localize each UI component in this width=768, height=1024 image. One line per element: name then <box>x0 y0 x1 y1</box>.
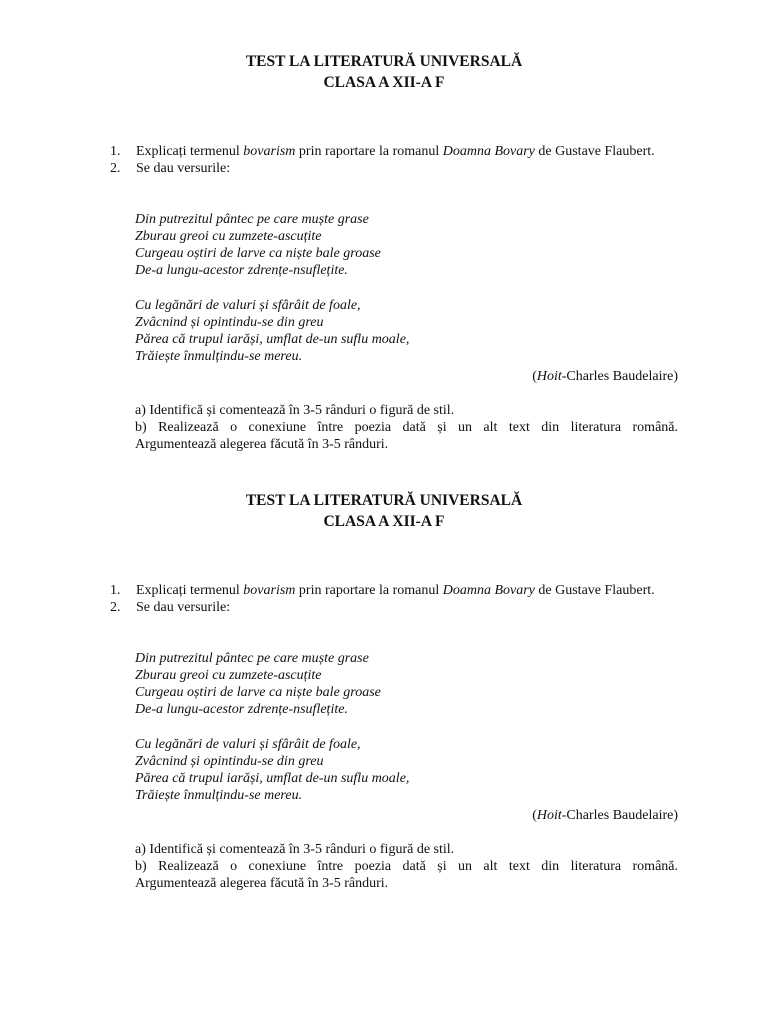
question-2-text: Se dau versurile: <box>136 161 231 176</box>
poem-stanza-1 <box>135 650 678 718</box>
verse-line: Părea că trupul iarăși, umflat de-un suflu moale, <box>135 332 410 347</box>
task-b-line-2: Argumentează alegerea făcută în 3-5 rânduri. <box>135 876 389 891</box>
verse-line: Zvâcnind și opintindu-se din greu <box>135 754 324 769</box>
task-a: a) Identifică și comentează în 3-5 rânduri o figură de stil. <box>135 842 455 857</box>
verse-line: Trăiește înmulțindu-se mereu. <box>135 349 303 364</box>
question-1 <box>110 143 678 160</box>
task-a: a) Identifică și comentează în 3-5 rânduri o figură de stil. <box>135 403 455 418</box>
test-sheet-2 <box>0 490 768 891</box>
question-number: 2. <box>110 600 121 615</box>
question-2 <box>110 599 678 616</box>
task-b-line-1: b) Realizează o conexiune între poezia dată și un alt text din literatura română. <box>135 859 678 874</box>
verse-line: Curgeau oștiri de larve ca niște bale groase <box>135 246 381 261</box>
question-list <box>110 582 678 616</box>
question-number: 1. <box>110 583 121 598</box>
verse-line: De-a lungu-acestor zdrențe-nsuflețite. <box>135 702 348 717</box>
poem-attribution: (Hoit-Charles Baudelaire) <box>532 369 678 384</box>
question-number: 2. <box>110 161 121 176</box>
verse-line: Zburau greoi cu zumzete-ascuțite <box>135 229 322 244</box>
task-b-line-2: Argumentează alegerea făcută în 3-5 rânduri. <box>135 437 389 452</box>
question-list <box>110 143 678 177</box>
question-1-text: Explicați termenul bovarism prin raportare la romanul Doamna Bovary de Gustave Flaubert. <box>136 583 655 598</box>
verse-line: Cu legănări de valuri și sfârâit de foale, <box>135 298 361 313</box>
question-2 <box>110 160 678 177</box>
verse-line: Zburau greoi cu zumzete-ascuțite <box>135 668 322 683</box>
question-2-text: Se dau versurile: <box>136 600 231 615</box>
verse-line: De-a lungu-acestor zdrențe-nsuflețite. <box>135 263 348 278</box>
poem-stanza-2 <box>135 736 678 804</box>
question-number: 1. <box>110 144 121 159</box>
test-sheet-1 <box>0 51 768 452</box>
task-b-line-1: b) Realizează o conexiune între poezia dată și un alt text din literatura română. <box>135 420 678 435</box>
poem-attribution: (Hoit-Charles Baudelaire) <box>532 808 678 823</box>
poem-stanza-2 <box>135 297 678 365</box>
verse-line: Zvâcnind și opintindu-se din greu <box>135 315 324 330</box>
verse-line: Din putrezitul pântec pe care muște grase <box>135 212 369 227</box>
task-list <box>135 841 678 892</box>
poem-stanza-1 <box>135 211 678 279</box>
test-title: TEST LA LITERATURĂ UNIVERSALĂ <box>245 53 523 70</box>
class-name: CLASA A XII-A F <box>323 74 445 91</box>
verse-line: Părea că trupul iarăși, umflat de-un suflu moale, <box>135 771 410 786</box>
verse-line: Din putrezitul pântec pe care muște grase <box>135 651 369 666</box>
verse-line: Cu legănări de valuri și sfârâit de foale, <box>135 737 361 752</box>
test-title: TEST LA LITERATURĂ UNIVERSALĂ <box>245 492 523 509</box>
question-1 <box>110 582 678 599</box>
task-list <box>135 402 678 453</box>
verse-line: Trăiește înmulțindu-se mereu. <box>135 788 303 803</box>
class-name: CLASA A XII-A F <box>323 513 445 530</box>
question-1-text: Explicați termenul bovarism prin raportare la romanul Doamna Bovary de Gustave Flaubert. <box>136 144 655 159</box>
verse-line: Curgeau oștiri de larve ca niște bale groase <box>135 685 381 700</box>
